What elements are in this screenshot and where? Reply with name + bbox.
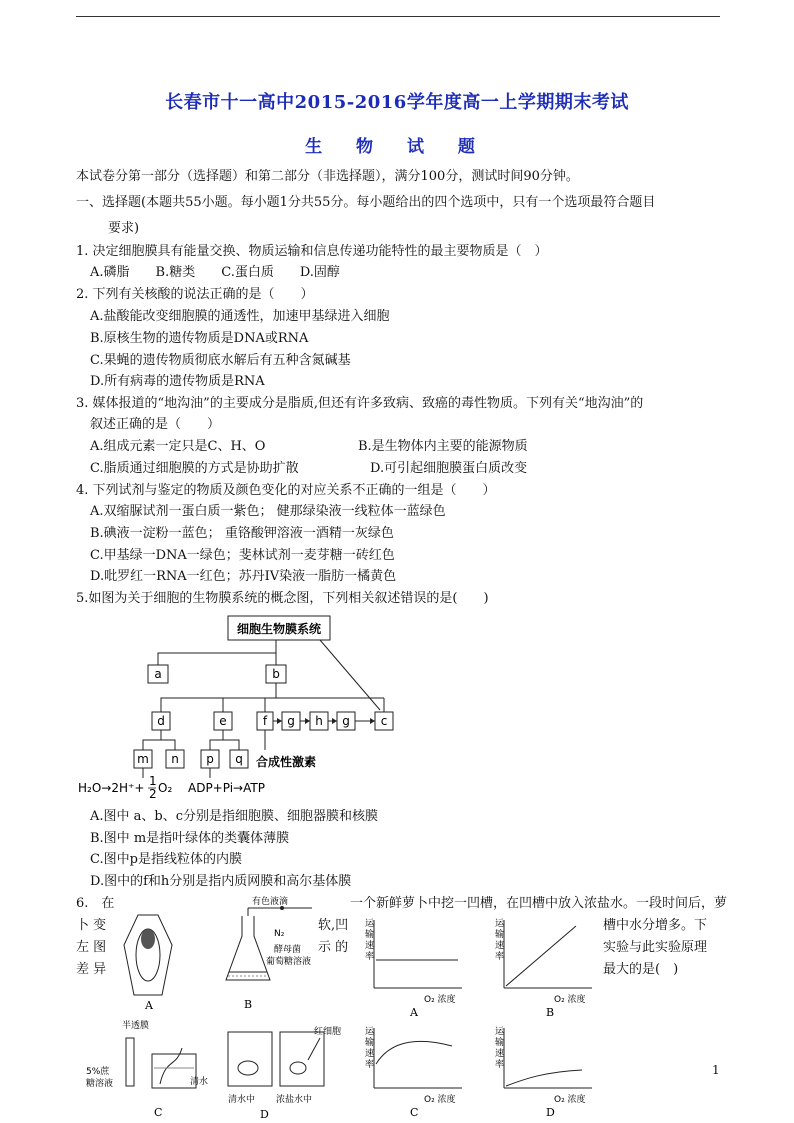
q6-fig-colored-drop: 有色液滴 xyxy=(252,897,289,907)
diagram-label-d: d xyxy=(157,714,165,728)
diagram-label-m: m xyxy=(137,752,149,766)
q6-fig-yeast: 酵母菌 xyxy=(274,945,302,955)
q2-option-d: D.所有病毒的遗传物质是RNA xyxy=(90,374,265,389)
q6-fig-label-a2: A xyxy=(410,1006,418,1019)
svg-text:半透膜: 半透膜 xyxy=(122,1021,150,1031)
q6-line2-mid: 软,凹 xyxy=(318,918,349,933)
q6-fig-label-d1: D xyxy=(260,1108,269,1121)
svg-text:速: 速 xyxy=(495,941,505,951)
q6-fig-label-b1: B xyxy=(244,998,253,1011)
diagram-hormone-label: 合成性激素 xyxy=(256,755,317,769)
q6-line3-mid: 示 的 xyxy=(318,940,349,955)
svg-text:O₂ 浓度: O₂ 浓度 xyxy=(554,995,586,1005)
q6-stem-line1: 一个新鲜萝卜中挖一凹槽，在凹槽中放入浓盐水。一段时间后，萝 xyxy=(350,896,728,911)
diagram-root-label: 细胞生物膜系统 xyxy=(236,622,322,636)
svg-text:速: 速 xyxy=(365,1049,375,1059)
svg-text:清水中: 清水中 xyxy=(228,1095,256,1105)
svg-text:5%蔗: 5%蔗 xyxy=(86,1067,110,1077)
diagram-label-a: a xyxy=(154,667,162,681)
q1-options: A.磷脂 B.糖类 C.蛋白质 D.固醇 xyxy=(90,265,340,280)
q6-number: 6. 在 xyxy=(76,896,115,911)
q6-line4-right: 最大的是( ) xyxy=(603,962,679,977)
diagram-equation-atp: ADP+Pi→ATP xyxy=(188,781,265,795)
diagram-label-h: h xyxy=(315,714,323,728)
q6-graph-b xyxy=(492,912,594,1022)
q6-line2-left: 卜 变 xyxy=(76,918,107,933)
svg-text:清水: 清水 xyxy=(190,1077,209,1087)
q4-option-b: B.碘液一淀粉一蓝色； 重铬酸钾溶液一酒精一灰绿色 xyxy=(90,526,394,541)
q2-option-c: C.果蝇的遗传物质彻底水解后有五种含氮碱基 xyxy=(90,353,351,368)
q3-option-b: B.是生物体内主要的能源物质 xyxy=(358,439,528,454)
svg-text:糖溶液: 糖溶液 xyxy=(86,1079,114,1089)
svg-text:运: 运 xyxy=(495,1027,505,1037)
q6-fig-label-c1: C xyxy=(154,1106,163,1119)
svg-text:速: 速 xyxy=(495,1049,505,1059)
svg-text:O₂ 浓度: O₂ 浓度 xyxy=(424,1095,456,1105)
diagram-label-b: b xyxy=(272,667,280,681)
q2-stem: 2. 下列有关核酸的说法正确的是（ ） xyxy=(76,287,314,302)
svg-text:率: 率 xyxy=(365,1060,375,1070)
q4-option-c: C.甲基绿一DNA一绿色；斐林试剂一麦芽糖一砖红色 xyxy=(90,548,395,563)
q1-stem: 1. 决定细胞膜具有能量交换、物质运输和信息传递功能特性的最主要物质是（ ） xyxy=(76,244,548,259)
svg-text:浓盐水中: 浓盐水中 xyxy=(276,1095,313,1105)
exam-title: 长春市十一高中2015-2016学年度高一上学期期末考试 xyxy=(165,92,629,113)
q6-fig-label-a1: A xyxy=(145,999,153,1012)
section-heading-cont: 要求) xyxy=(108,221,140,236)
q5-option-a: A.图中 a、b、c分别是指细胞膜、细胞器膜和核膜 xyxy=(90,809,379,824)
q6-figure-yeast-flask xyxy=(212,896,322,1014)
diagram-label-f: f xyxy=(262,714,268,728)
q6-fig-glucose: 葡萄糖溶液 xyxy=(266,957,312,967)
svg-text:率: 率 xyxy=(495,952,505,962)
q5-option-b: B.图中 m是指叶绿体的类囊体薄膜 xyxy=(90,831,290,846)
page-number: 1 xyxy=(712,1063,720,1077)
svg-text:率: 率 xyxy=(365,952,375,962)
diagram-label-g1: g xyxy=(287,714,295,728)
diagram-equation-water: H₂O→2H⁺+ xyxy=(78,781,145,795)
svg-text:速: 速 xyxy=(365,941,375,951)
svg-text:运: 运 xyxy=(365,1027,375,1037)
diagram-label-e: e xyxy=(219,714,227,728)
svg-text:运: 运 xyxy=(365,919,375,929)
svg-text:率: 率 xyxy=(495,1060,505,1070)
q3-stem: 3. 媒体报道的“地沟油”的主要成分是脂质,但还有许多致病、致癌的毒性物质。下列有关“地沟油”的 xyxy=(76,396,644,411)
diagram-label-c: c xyxy=(380,714,388,728)
exam-subtitle: 生 物 试 题 xyxy=(305,137,489,157)
q6-fig-n2: N₂ xyxy=(274,929,285,939)
diagram-eq-frac-num: 1 xyxy=(149,774,157,788)
svg-text:O₂ 浓度: O₂ 浓度 xyxy=(424,995,456,1005)
membrane-concept-diagram xyxy=(70,612,410,802)
q6-graph-d xyxy=(492,1024,594,1122)
svg-text:红细胞: 红细胞 xyxy=(314,1027,342,1037)
q2-option-a: A.盐酸能改变细胞膜的通透性，加速甲基绿进入细胞 xyxy=(90,309,390,324)
q6-figure-radish xyxy=(118,905,178,1013)
q4-stem: 4. 下列试剂与鉴定的物质及颜色变化的对应关系不正确的一组是（ ） xyxy=(76,483,496,498)
q6-figure-osmosis xyxy=(86,1018,216,1122)
diagram-label-q: q xyxy=(235,752,243,766)
svg-text:输: 输 xyxy=(495,1038,505,1048)
q4-option-d: D.吡罗红一RNA一红色；苏丹IV染液一脂肪一橘黄色 xyxy=(90,569,397,584)
q6-graph-a xyxy=(362,912,464,1022)
q6-fig-label-c2: C xyxy=(410,1106,419,1119)
q6-figure-red-cells xyxy=(218,1024,358,1122)
q6-fig-label-d2: D xyxy=(546,1106,555,1119)
q3-option-c: C.脂质通过细胞膜的方式是协助扩散 xyxy=(90,461,299,476)
q6-fig-label-b2: B xyxy=(546,1006,555,1019)
q5-stem: 5.如图为关于细胞的生物膜系统的概念图，下列相关叙述错误的是( ) xyxy=(76,591,489,606)
q3-option-d: D.可引起细胞膜蛋白质改变 xyxy=(370,461,528,476)
svg-text:运: 运 xyxy=(495,919,505,929)
q6-line2-right: 槽中水分增多。下 xyxy=(603,918,708,933)
q6-graph-c xyxy=(362,1024,464,1122)
q3-stem-cont: 叙述正确的是（ ） xyxy=(90,417,221,432)
q2-option-b: B.原核生物的遗传物质是DNA或RNA xyxy=(90,331,309,346)
diagram-label-n: n xyxy=(171,752,179,766)
diagram-label-g2: g xyxy=(342,714,350,728)
intro-text: 本试卷分第一部分（选择题）和第二部分（非选择题），满分100分，测试时间90分钟。 xyxy=(76,169,579,184)
diagram-eq-oxygen: O₂ xyxy=(158,781,173,795)
q6-line3-right: 实验与此实验原理 xyxy=(603,940,708,955)
svg-text:输: 输 xyxy=(365,1038,375,1048)
diagram-label-p: p xyxy=(206,752,214,766)
svg-text:O₂ 浓度: O₂ 浓度 xyxy=(554,1095,586,1105)
q6-line4-left: 差 异 xyxy=(76,962,107,977)
q5-option-c: C.图中p是指线粒体的内膜 xyxy=(90,852,242,867)
q3-option-a: A.组成元素一定只是C、H、O xyxy=(90,439,266,454)
q4-option-a: A.双缩脲试剂一蛋白质一紫色； 健那绿染液一线粒体一蓝绿色 xyxy=(90,504,446,519)
q5-option-d: D.图中的f和h分别是指内质网膜和高尔基体膜 xyxy=(90,874,352,889)
svg-text:输: 输 xyxy=(365,930,375,940)
svg-text:输: 输 xyxy=(495,930,505,940)
header-rule xyxy=(76,16,720,17)
q6-line3-left: 左 图 xyxy=(76,940,107,955)
radish-hollow-icon xyxy=(141,929,155,949)
diagram-eq-frac-den: 2 xyxy=(149,787,157,801)
section-heading: 一、选择题(本题共55小题。每小题1分共55分。每小题给出的四个选项中，只有一个选项最符合题目 xyxy=(76,195,656,210)
